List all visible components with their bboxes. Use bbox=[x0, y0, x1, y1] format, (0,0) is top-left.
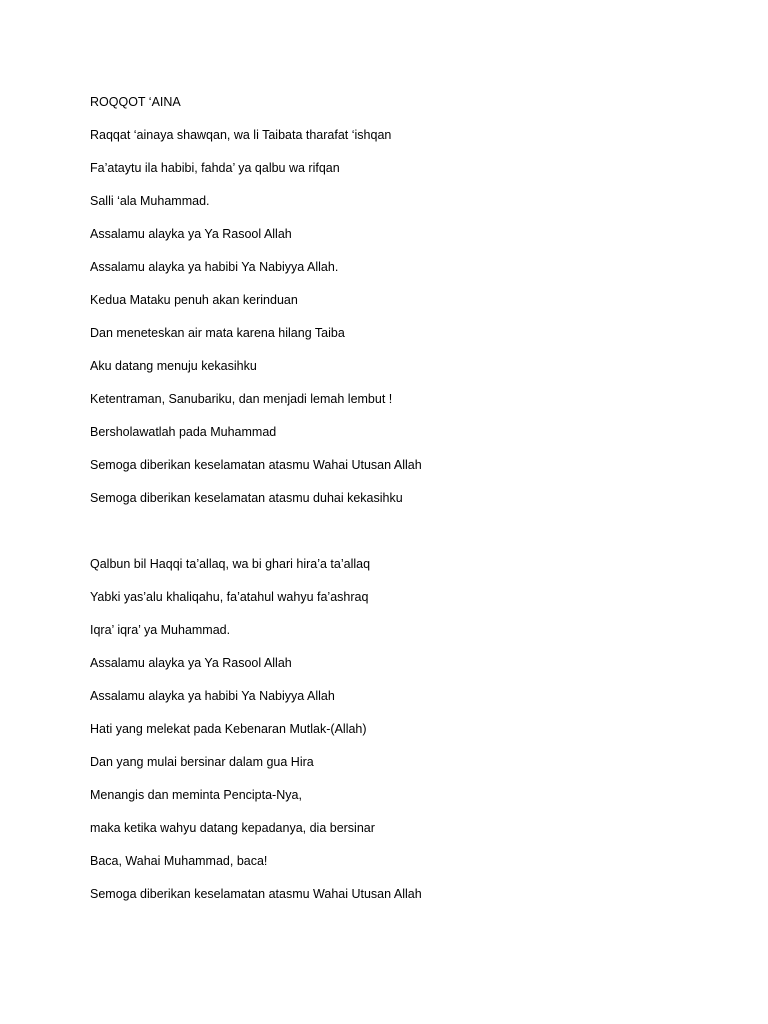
verse1-line-9: Ketentraman, Sanubariku, dan menjadi lemah lembut ! bbox=[90, 392, 393, 406]
verse1-line-8: Aku datang menuju kekasihku bbox=[90, 359, 257, 373]
verse1-line-12: Semoga diberikan keselamatan atasmu duhai kekasihku bbox=[90, 491, 403, 505]
verse2-line-6: Hati yang melekat pada Kebenaran Mutlak-(Allah) bbox=[90, 722, 367, 736]
verse2-line-8: Menangis dan meminta Pencipta-Nya, bbox=[90, 788, 302, 802]
verse2-line-3: Iqra’ iqra’ ya Muhammad. bbox=[90, 623, 231, 637]
verse1-line-7: Dan meneteskan air mata karena hilang Taiba bbox=[90, 326, 345, 340]
verse1-line-5: Assalamu alayka ya habibi Ya Nabiyya Allah. bbox=[90, 260, 339, 274]
verse1-line-11: Semoga diberikan keselamatan atasmu Wahai Utusan Allah bbox=[90, 458, 422, 472]
verse2-line-7: Dan yang mulai bersinar dalam gua Hira bbox=[90, 755, 314, 769]
verse2-line-9: maka ketika wahyu datang kepadanya, dia bersinar bbox=[90, 821, 375, 835]
verse1-line-3: Salli ‘ala Muhammad. bbox=[90, 194, 210, 208]
verse1-line-10: Bersholawatlah pada Muhammad bbox=[90, 425, 277, 439]
verse1-line-6: Kedua Mataku penuh akan kerinduan bbox=[90, 293, 298, 307]
verse2-line-11: Semoga diberikan keselamatan atasmu Wahai Utusan Allah bbox=[90, 887, 422, 901]
verse1-line-2: Fa’ataytu ila habibi, fahda’ ya qalbu wa rifqan bbox=[90, 161, 340, 175]
verse2-line-5: Assalamu alayka ya habibi Ya Nabiyya Allah bbox=[90, 689, 335, 703]
document-title: ROQQOT ‘AINA bbox=[90, 95, 181, 109]
verse1-line-1: Raqqat ‘ainaya shawqan, wa li Taibata tharafat ‘ishqan bbox=[90, 128, 392, 142]
verse1-line-4: Assalamu alayka ya Ya Rasool Allah bbox=[90, 227, 292, 241]
verse2-line-4: Assalamu alayka ya Ya Rasool Allah bbox=[90, 656, 292, 670]
verse2-line-10: Baca, Wahai Muhammad, baca! bbox=[90, 854, 268, 868]
verse2-line-2: Yabki yas’alu khaliqahu, fa’atahul wahyu fa’ashraq bbox=[90, 590, 369, 604]
verse2-line-1: Qalbun bil Haqqi ta’allaq, wa bi ghari hira’a ta’allaq bbox=[90, 557, 371, 571]
